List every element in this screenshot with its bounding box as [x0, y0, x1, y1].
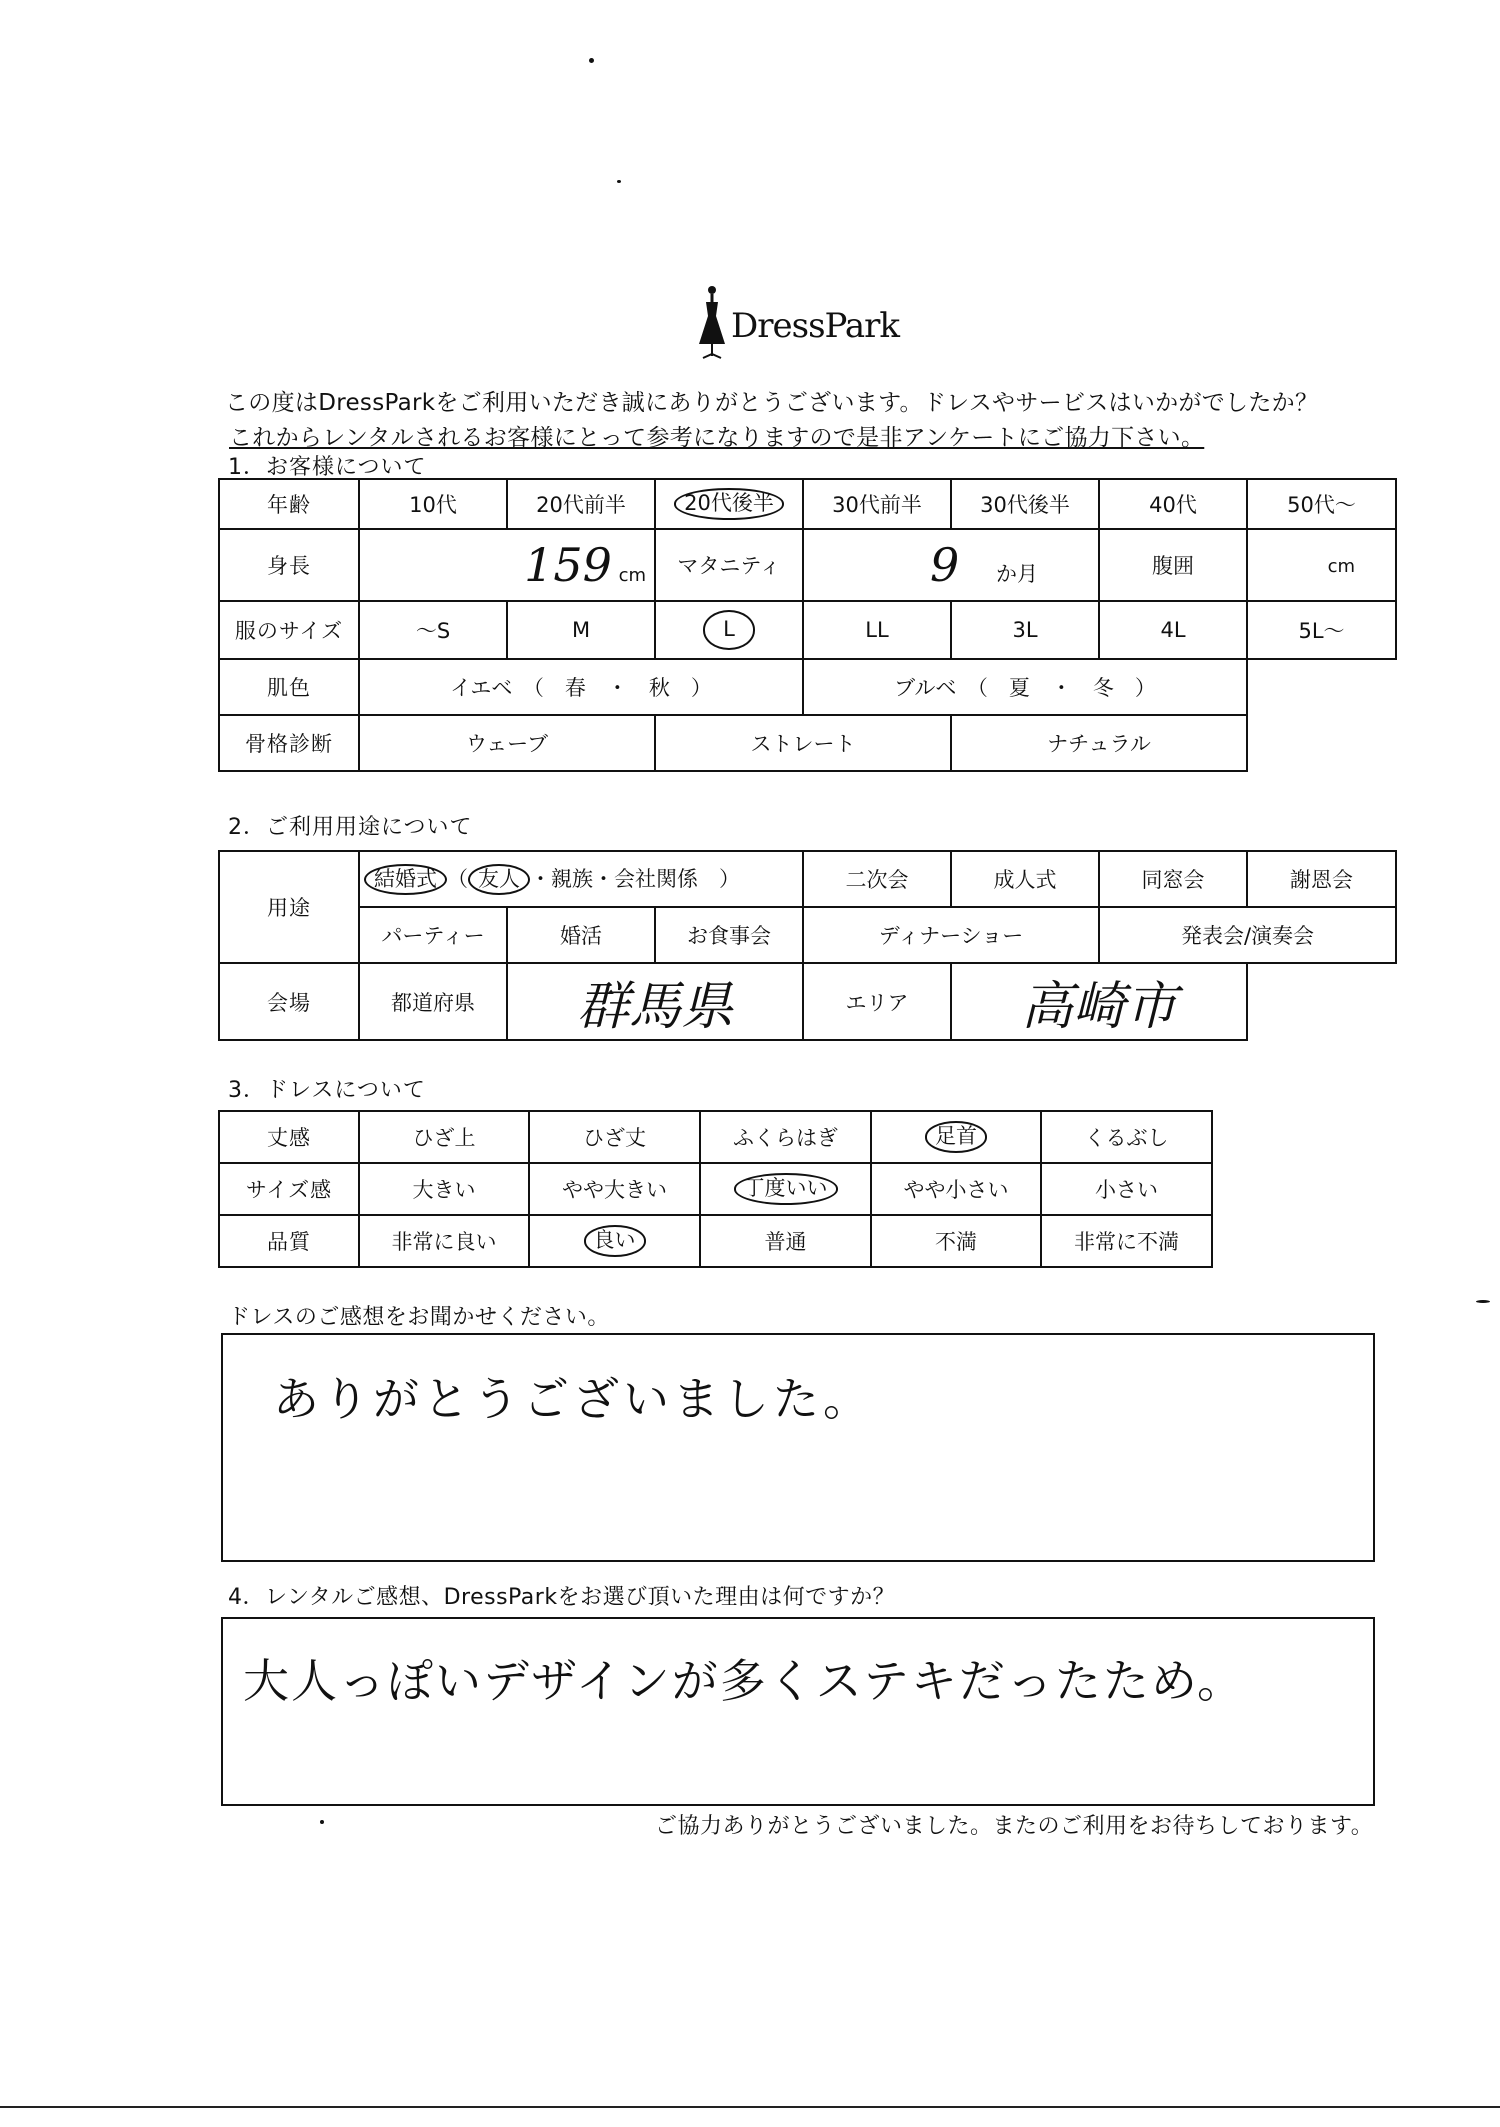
purpose-option[interactable]: 二次会 — [803, 851, 951, 907]
skin-blue-option[interactable]: ブルベ （ 夏 ・ 冬 ） — [803, 659, 1247, 715]
quality-option-selected[interactable] — [529, 1215, 700, 1267]
maternity-field[interactable] — [803, 529, 1099, 601]
pref-field[interactable] — [507, 963, 803, 1040]
customer-table — [218, 478, 1397, 772]
age-label: 年齢 — [219, 479, 359, 529]
empty-cell — [1247, 715, 1396, 771]
section-1-title: 1．お客様について — [228, 455, 427, 480]
waist-unit: cm — [1327, 556, 1355, 577]
size-option[interactable]: 5L～ — [1247, 601, 1396, 659]
selection-circle: 良い — [584, 1225, 646, 1256]
size-option[interactable]: ～S — [359, 601, 507, 659]
purpose-row-1 — [219, 851, 1396, 907]
wedding-option[interactable] — [359, 851, 803, 907]
pref-value: 群馬県 — [577, 977, 734, 1037]
selection-circle: 結婚式 — [364, 864, 447, 895]
size-option-selected[interactable] — [655, 601, 803, 659]
brand-name: DressPark — [731, 306, 900, 346]
size-option[interactable]: 4L — [1099, 601, 1247, 659]
impression-answer: ありがとうございました。 — [273, 1372, 873, 1426]
footer-thanks: ご協力ありがとうございました。またのご利用をお待ちしております。 — [655, 1814, 1374, 1839]
skin-yellow-option[interactable]: イエベ （ 春 ・ 秋 ） — [359, 659, 803, 715]
impression-title: ドレスのご感想をお聞かせください。 — [228, 1305, 610, 1330]
age-option[interactable]: 20代前半 — [507, 479, 655, 529]
section-4-title: 4．レンタルご感想、DressParkをお選び頂いた理由は何ですか？ — [228, 1585, 896, 1610]
scan-speck — [1476, 1300, 1490, 1303]
venue-row — [219, 963, 1396, 1040]
size-row — [219, 601, 1396, 659]
length-option[interactable]: ひざ上 — [359, 1111, 529, 1163]
venue-label: 会場 — [219, 963, 359, 1040]
impression-box[interactable] — [221, 1333, 1375, 1562]
purpose-row-2 — [219, 907, 1396, 963]
length-option[interactable]: くるぶし — [1041, 1111, 1212, 1163]
selection-circle: L — [703, 610, 755, 649]
frame-option[interactable]: ストレート — [655, 715, 951, 771]
height-label: 身長 — [219, 529, 359, 601]
length-row — [219, 1111, 1212, 1163]
empty-cell — [1247, 659, 1396, 715]
pref-label: 都道府県 — [359, 963, 507, 1040]
height-row — [219, 529, 1396, 601]
quality-option[interactable]: 普通 — [700, 1215, 871, 1267]
waist-field[interactable] — [1247, 529, 1396, 601]
length-label: 丈感 — [219, 1111, 359, 1163]
purpose-option[interactable]: 謝恩会 — [1247, 851, 1396, 907]
wedding-detail-open: （ — [447, 866, 468, 891]
wedding-detail-rest: ・親族・会社関係 ） — [530, 866, 740, 891]
quality-label: 品質 — [219, 1215, 359, 1267]
purpose-option[interactable]: ディナーショー — [803, 907, 1099, 963]
brand-logo — [695, 282, 915, 362]
selection-circle: 丁度いい — [734, 1173, 838, 1204]
reason-answer: 大人っぽいデザインが多くステキだったため。 — [243, 1654, 1246, 1708]
purpose-option[interactable]: 発表会/演奏会 — [1099, 907, 1396, 963]
dress-icon — [695, 282, 729, 362]
fit-option-selected[interactable] — [700, 1163, 871, 1215]
skin-label: 肌色 — [219, 659, 359, 715]
height-field[interactable] — [359, 529, 655, 601]
age-option[interactable]: 40代 — [1099, 479, 1247, 529]
purpose-option[interactable]: 成人式 — [951, 851, 1099, 907]
frame-label: 骨格診断 — [219, 715, 359, 771]
frame-option[interactable]: ウェーブ — [359, 715, 655, 771]
length-option[interactable]: ひざ丈 — [529, 1111, 700, 1163]
scan-speck — [320, 1820, 324, 1824]
fit-option[interactable]: やや大きい — [529, 1163, 700, 1215]
length-option[interactable]: ふくらはぎ — [700, 1111, 871, 1163]
selection-circle: 足首 — [925, 1121, 987, 1152]
size-option[interactable]: M — [507, 601, 655, 659]
intro-line-2: これからレンタルされるお客様にとって参考になりますので是非アンケートにご協力下さい。 — [229, 425, 1205, 451]
fit-label: サイズ感 — [219, 1163, 359, 1215]
quality-row — [219, 1215, 1212, 1267]
quality-option[interactable]: 不満 — [871, 1215, 1041, 1267]
area-value: 高崎市 — [1021, 977, 1178, 1037]
length-option-selected[interactable] — [871, 1111, 1041, 1163]
maternity-value: 9 — [930, 538, 960, 592]
section-3-title: 3．ドレスについて — [228, 1078, 426, 1103]
age-row — [219, 479, 1396, 529]
age-option[interactable]: 50代～ — [1247, 479, 1396, 529]
frame-option[interactable]: ナチュラル — [951, 715, 1247, 771]
bottom-rule — [0, 2106, 1500, 2108]
fit-option[interactable]: 大きい — [359, 1163, 529, 1215]
area-field[interactable] — [951, 963, 1247, 1040]
intro-line-1: この度はDressParkをご利用いただき誠にありがとうございます。ドレスやサービスはいかがでしたか？ — [225, 390, 1319, 416]
purpose-option[interactable]: 婚活 — [507, 907, 655, 963]
age-option[interactable]: 30代前半 — [803, 479, 951, 529]
purpose-option[interactable]: パーティー — [359, 907, 507, 963]
size-option[interactable]: 3L — [951, 601, 1099, 659]
area-label: エリア — [803, 963, 951, 1040]
size-label: 服のサイズ — [219, 601, 359, 659]
height-unit: cm — [618, 565, 646, 586]
fit-row — [219, 1163, 1212, 1215]
quality-option[interactable]: 非常に不満 — [1041, 1215, 1212, 1267]
fit-option[interactable]: 小さい — [1041, 1163, 1212, 1215]
empty-cell — [1247, 963, 1396, 1040]
size-option[interactable]: LL — [803, 601, 951, 659]
scan-speck — [589, 58, 594, 63]
waist-label: 腹囲 — [1099, 529, 1247, 601]
maternity-unit: か月 — [996, 562, 1038, 586]
age-option[interactable]: 30代後半 — [951, 479, 1099, 529]
age-option[interactable]: 10代 — [359, 479, 507, 529]
purpose-label: 用途 — [219, 851, 359, 963]
skin-row — [219, 659, 1396, 715]
frame-row — [219, 715, 1396, 771]
fit-option[interactable]: やや小さい — [871, 1163, 1041, 1215]
scan-speck — [617, 180, 621, 183]
purpose-option[interactable]: 同窓会 — [1099, 851, 1247, 907]
section-2-title: 2．ご利用用途について — [228, 815, 473, 840]
purpose-option[interactable]: お食事会 — [655, 907, 803, 963]
age-option-selected[interactable] — [655, 479, 803, 529]
selection-circle: 20代後半 — [674, 488, 784, 519]
dress-table — [218, 1110, 1213, 1268]
height-value: 159 — [524, 538, 612, 592]
maternity-label: マタニティ — [655, 529, 803, 601]
purpose-table — [218, 850, 1397, 1041]
reason-box[interactable] — [221, 1617, 1375, 1806]
selection-circle: 友人 — [468, 864, 530, 895]
quality-option[interactable]: 非常に良い — [359, 1215, 529, 1267]
